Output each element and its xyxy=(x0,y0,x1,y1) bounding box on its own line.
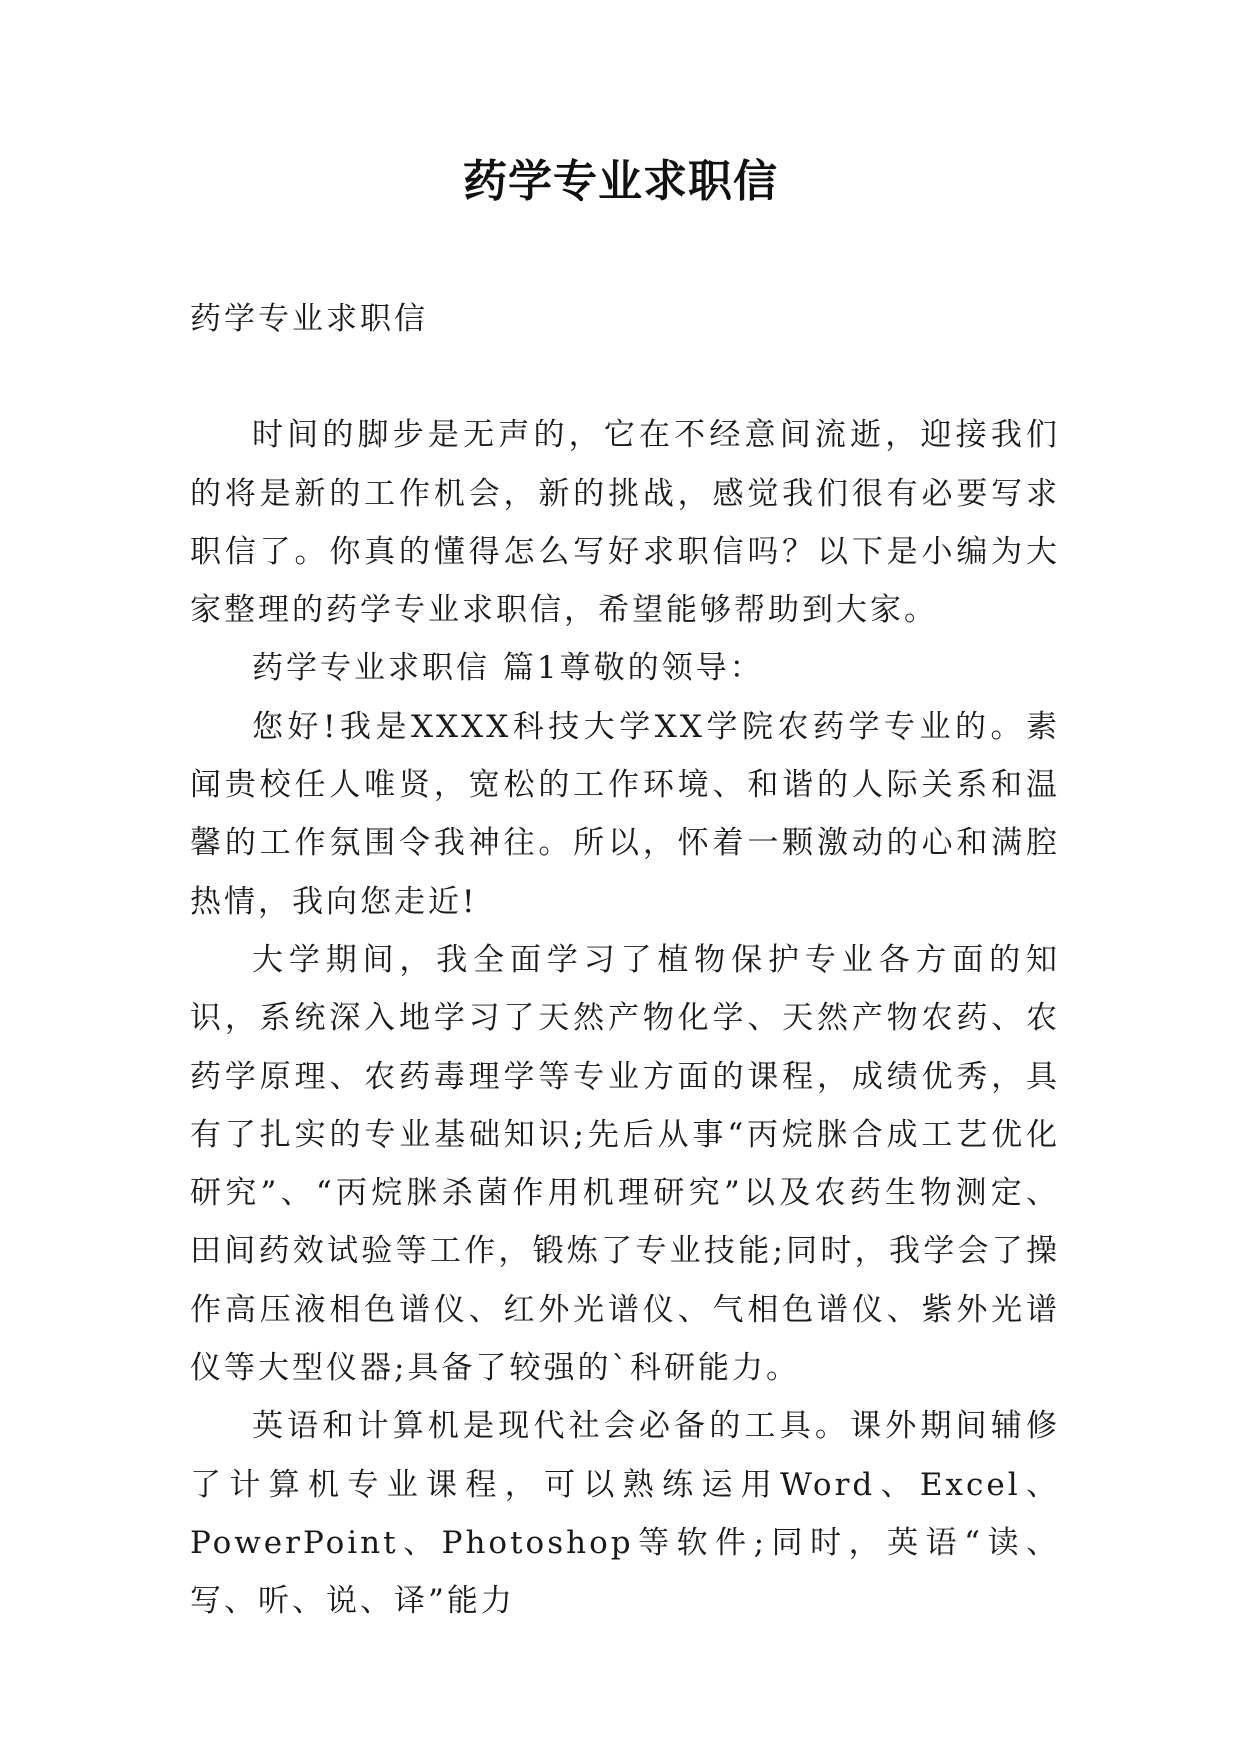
paragraph-university: 大学期间，我全面学习了植物保护专业各方面的知识，系统深入地学习了天然产物化学、天然产物农药、农药学原理、农药毒理学等专业方面的课程，成绩优秀，具有了扎实的专业基础知识;先后从事“丙烷脒合成工艺优化研究”、“丙烷脒杀菌作用机理研究”以及农药生物测定、田间药效试验等工作，锻炼了专业技能;同时，我学会了操作高压液相色谱仪、红外光谱仪、气相色谱仪、紫外光谱仪等大型仪器;具备了较强的`科研能力。 xyxy=(190,941,1060,1387)
paragraph-salutation: 药学专业求职信 篇1尊敬的领导： xyxy=(252,650,764,687)
document-subtitle: 药学专业求职信 xyxy=(190,301,428,337)
paragraph-intro: 时间的脚步是无声的，它在不经意间流逝，迎接我们的将是新的工作机会，新的挑战，感觉我们很有必要写求职信了。你真的懂得怎么写好求职信吗？以下是小编为大家整理的药学专业求职信，希望能够帮助到大家。 xyxy=(190,417,1060,629)
paragraph-skills: 英语和计算机是现代社会必备的工具。课外期间辅修了计算机专业课程，可以熟练运用Word、Excel、PowerPoint、Photoshop等软件;同时，英语“读、写、听、说、译”能力 xyxy=(190,1408,1060,1620)
document-body xyxy=(190,290,1060,1631)
document-title: 药学专业求职信 xyxy=(463,156,778,207)
paragraph-greeting: 您好!我是XXXX科技大学XX学院农药学专业的。素闻贵校任人唯贤，宽松的工作环境、和谐的人际关系和温馨的工作氛围令我神往。所以，怀着一颗激动的心和满腔热情，我向您走近! xyxy=(190,708,1060,920)
